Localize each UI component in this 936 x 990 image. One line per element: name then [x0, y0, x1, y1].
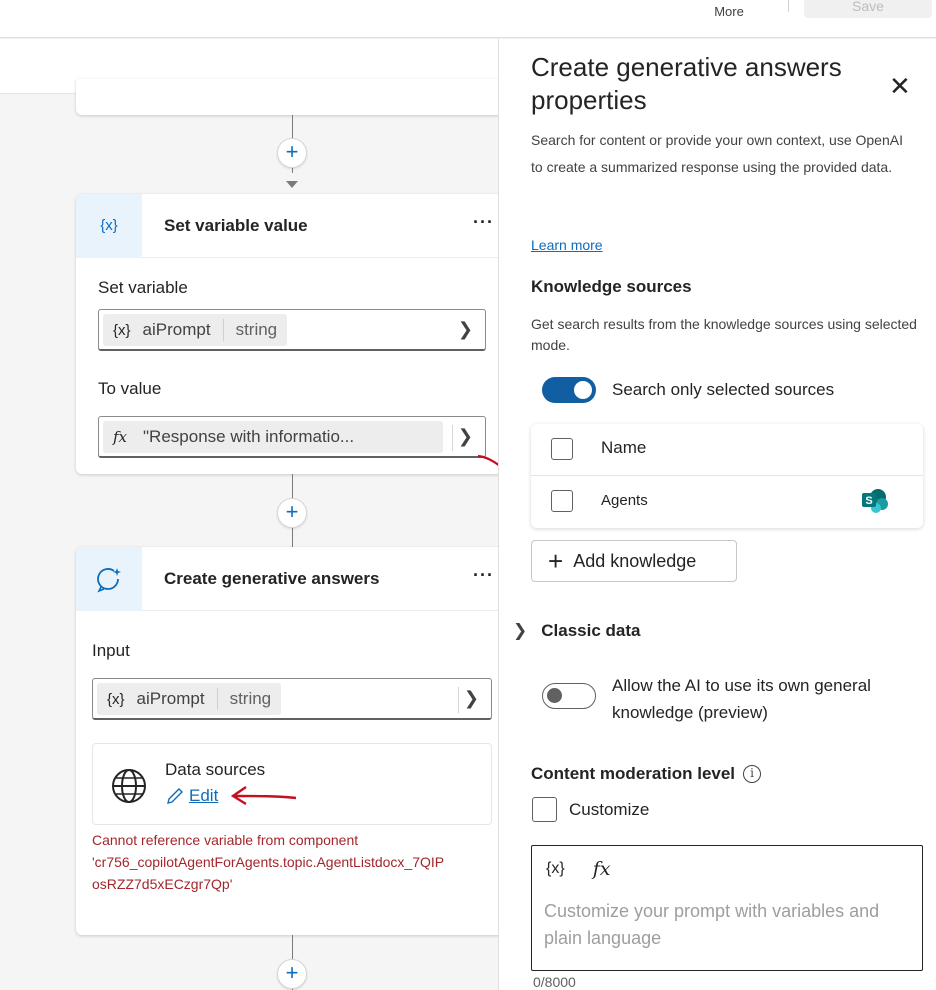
variable-badge-icon: {x}	[113, 321, 131, 339]
error-message	[92, 829, 494, 895]
error-line: 'cr756_copilotAgentForAgents.topic.AgentListdocx_7QIP	[92, 854, 445, 870]
add-node-button[interactable]: +	[277, 498, 307, 528]
classic-data-title: Classic data	[541, 621, 641, 640]
select-all-checkbox[interactable]	[551, 438, 573, 460]
chevron-right-icon: ❯	[513, 621, 528, 640]
learn-more-link[interactable]: Learn more	[531, 237, 603, 253]
column-header-name: Name	[601, 438, 647, 457]
globe-icon	[111, 768, 147, 804]
node-header	[76, 194, 498, 258]
chevron-right-icon[interactable]: ❯	[457, 426, 473, 446]
topic-canvas	[0, 39, 498, 990]
variable-pill	[97, 683, 281, 715]
plus-icon: +	[548, 546, 564, 576]
add-node-button[interactable]: +	[277, 138, 307, 168]
node-more-menu[interactable]: ···	[473, 565, 494, 585]
generative-answers-icon	[76, 547, 142, 611]
add-knowledge-label: Add knowledge	[573, 550, 697, 571]
set-variable-node[interactable]	[76, 194, 498, 474]
top-toolbar	[0, 0, 936, 38]
customize-checkbox[interactable]	[532, 797, 557, 822]
info-icon[interactable]: i	[743, 765, 761, 783]
node-title: Create generative answers	[164, 569, 380, 588]
pill-divider	[223, 319, 224, 341]
sharepoint-icon	[861, 488, 889, 514]
svg-text:S: S	[865, 495, 873, 507]
formula-pill	[103, 421, 443, 453]
variable-type: string	[229, 689, 272, 708]
variable-name: aiPrompt	[136, 689, 205, 708]
add-knowledge-button[interactable]	[531, 540, 737, 582]
chevron-right-icon[interactable]: ❯	[457, 319, 473, 339]
annotation-arrow-icon	[228, 784, 300, 808]
previous-node[interactable]	[76, 79, 498, 115]
search-selected-toggle[interactable]	[542, 377, 596, 403]
edit-data-sources-link[interactable]	[165, 786, 218, 806]
prompt-toolbar	[546, 858, 610, 880]
node-header	[76, 547, 498, 611]
knowledge-sources-title: Knowledge sources	[531, 277, 692, 296]
formula-value: "Response with informatio...	[143, 427, 355, 446]
knowledge-sources-description: Get search results from the knowledge sources using selected mode.	[531, 316, 917, 353]
content-moderation-title: Content moderation level	[531, 764, 736, 783]
input-picker[interactable]	[92, 678, 492, 720]
close-icon[interactable]: ✕	[889, 71, 911, 101]
table-header-row	[531, 424, 923, 476]
character-count: 0/8000	[533, 974, 576, 990]
more-button[interactable]: More	[714, 4, 744, 19]
field-divider	[458, 687, 459, 713]
connector-arrow-icon	[286, 181, 298, 188]
row-checkbox[interactable]	[551, 490, 573, 512]
chevron-right-icon[interactable]: ❯	[463, 688, 479, 708]
edit-link-label[interactable]: Edit	[189, 786, 219, 805]
add-node-button[interactable]: +	[277, 959, 307, 989]
save-button[interactable]: Save	[804, 0, 932, 18]
panel-description: Search for content or provide your own context, use OpenAI to create a summarized response using the provided data.	[531, 132, 903, 175]
content-moderation-row	[531, 764, 761, 784]
insert-variable-icon[interactable]: {x}	[546, 860, 565, 877]
input-label: Input	[92, 641, 130, 660]
variable-name: aiPrompt	[142, 320, 211, 339]
set-variable-label: Set variable	[98, 278, 188, 297]
variable-icon: {x}	[76, 194, 142, 258]
pill-divider	[217, 688, 218, 710]
pencil-icon	[165, 786, 185, 806]
toolbar-divider	[788, 0, 789, 12]
error-line: osRZZ7d5xECzgr7Qp'	[92, 876, 233, 892]
node-title: Set variable value	[164, 216, 308, 235]
error-line: Cannot reference variable from component	[92, 832, 359, 848]
knowledge-sources-table	[531, 424, 923, 528]
to-value-field[interactable]	[98, 416, 486, 458]
general-knowledge-label: Allow the AI to use its own general knowledge (preview)	[612, 676, 871, 722]
search-selected-label: Search only selected sources	[612, 380, 835, 399]
to-value-label: To value	[98, 379, 162, 398]
custom-prompt-field[interactable]	[531, 845, 923, 971]
variable-badge-icon: {x}	[107, 690, 125, 708]
customize-label: Customize	[569, 800, 650, 819]
properties-panel	[498, 39, 936, 990]
field-divider	[452, 425, 453, 451]
insert-formula-icon[interactable]: fx	[592, 858, 611, 880]
variable-type: string	[235, 320, 278, 339]
formula-icon: fx	[113, 428, 128, 446]
data-sources-label: Data sources	[165, 760, 266, 779]
table-row[interactable]	[531, 476, 923, 528]
panel-title: Create generative answers properties	[531, 52, 842, 115]
set-variable-picker[interactable]	[98, 309, 486, 351]
prompt-placeholder: Customize your prompt with variables and plain language	[544, 901, 880, 948]
classic-data-expander[interactable]	[513, 621, 640, 641]
general-knowledge-toggle[interactable]	[542, 683, 596, 709]
node-more-menu[interactable]: ···	[473, 212, 494, 232]
variable-pill	[103, 314, 287, 346]
knowledge-source-name: Agents	[601, 492, 648, 509]
